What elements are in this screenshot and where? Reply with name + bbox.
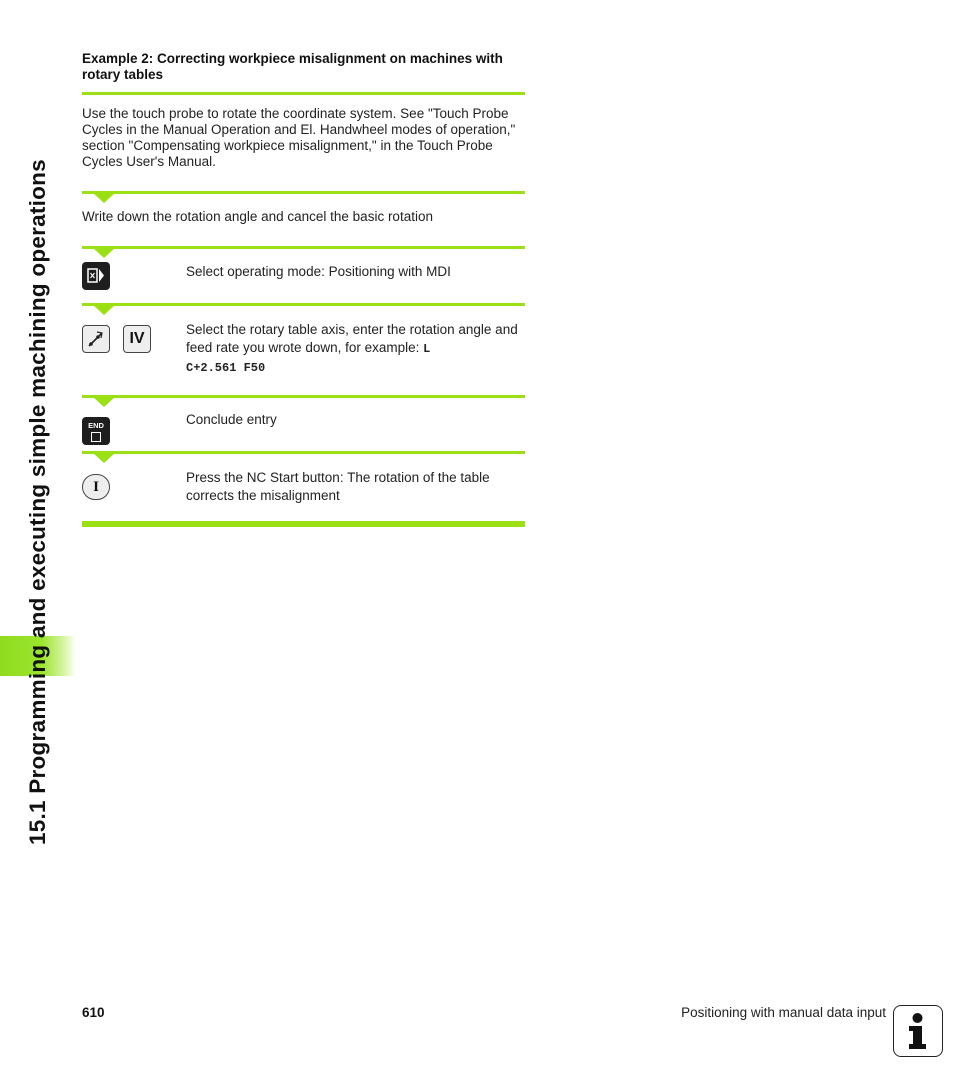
step-arrow (93, 305, 115, 315)
step-arrow (93, 453, 115, 463)
step-2-code-2: C+2.561 F50 (186, 361, 266, 375)
step-2-instruction: Select the rotary table axis, enter the rotation angle and feed rate you wrote down, for example: (186, 322, 518, 355)
end-key-label: END (88, 420, 104, 430)
section-heading: Example 2: Correcting workpiece misalignment on machines with rotary tables (82, 51, 503, 82)
positioning-mdi-key[interactable] (82, 262, 110, 290)
step-2-code-1: L (423, 341, 431, 356)
footer-section-name: Positioning with manual data input (681, 1005, 886, 1020)
section-end-bar (82, 521, 525, 527)
intro-paragraph: Use the touch probe to rotate the coordinate system. See "Touch Probe Cycles in the Manual Operation and El. Handwheel modes of operation," section "Compensating workpiece misalignment," in the Touch Probe Cycles User's Manual. (82, 106, 516, 169)
step-4-text: Press the NC Start button: The rotation of the table corrects the misalignment (186, 470, 490, 503)
divider (82, 395, 525, 398)
divider (82, 451, 525, 454)
axis-iv-key[interactable]: IV (123, 325, 151, 353)
divider (82, 92, 525, 95)
end-key[interactable] (82, 417, 110, 445)
page-number: 610 (82, 1005, 105, 1020)
step-2-text (186, 321, 521, 378)
step-arrow (93, 248, 115, 258)
step-1-text: Select operating mode: Positioning with MDI (186, 264, 451, 279)
step-arrow (93, 397, 115, 407)
straight-line-icon (85, 328, 107, 350)
divider (82, 303, 525, 306)
info-icon (893, 1005, 943, 1057)
nc-start-button[interactable]: I (82, 474, 110, 500)
step-3-text: Conclude entry (186, 412, 277, 427)
divider (82, 246, 525, 249)
linear-path-key[interactable] (82, 325, 110, 353)
mdi-mode-icon (85, 265, 107, 287)
step-arrow (93, 193, 115, 203)
divider (82, 191, 525, 194)
note-text: Write down the rotation angle and cancel the basic rotation (82, 209, 433, 224)
chapter-title: 15.1 Programming and executing simple machining operations (25, 159, 50, 845)
end-square-icon (91, 432, 101, 442)
